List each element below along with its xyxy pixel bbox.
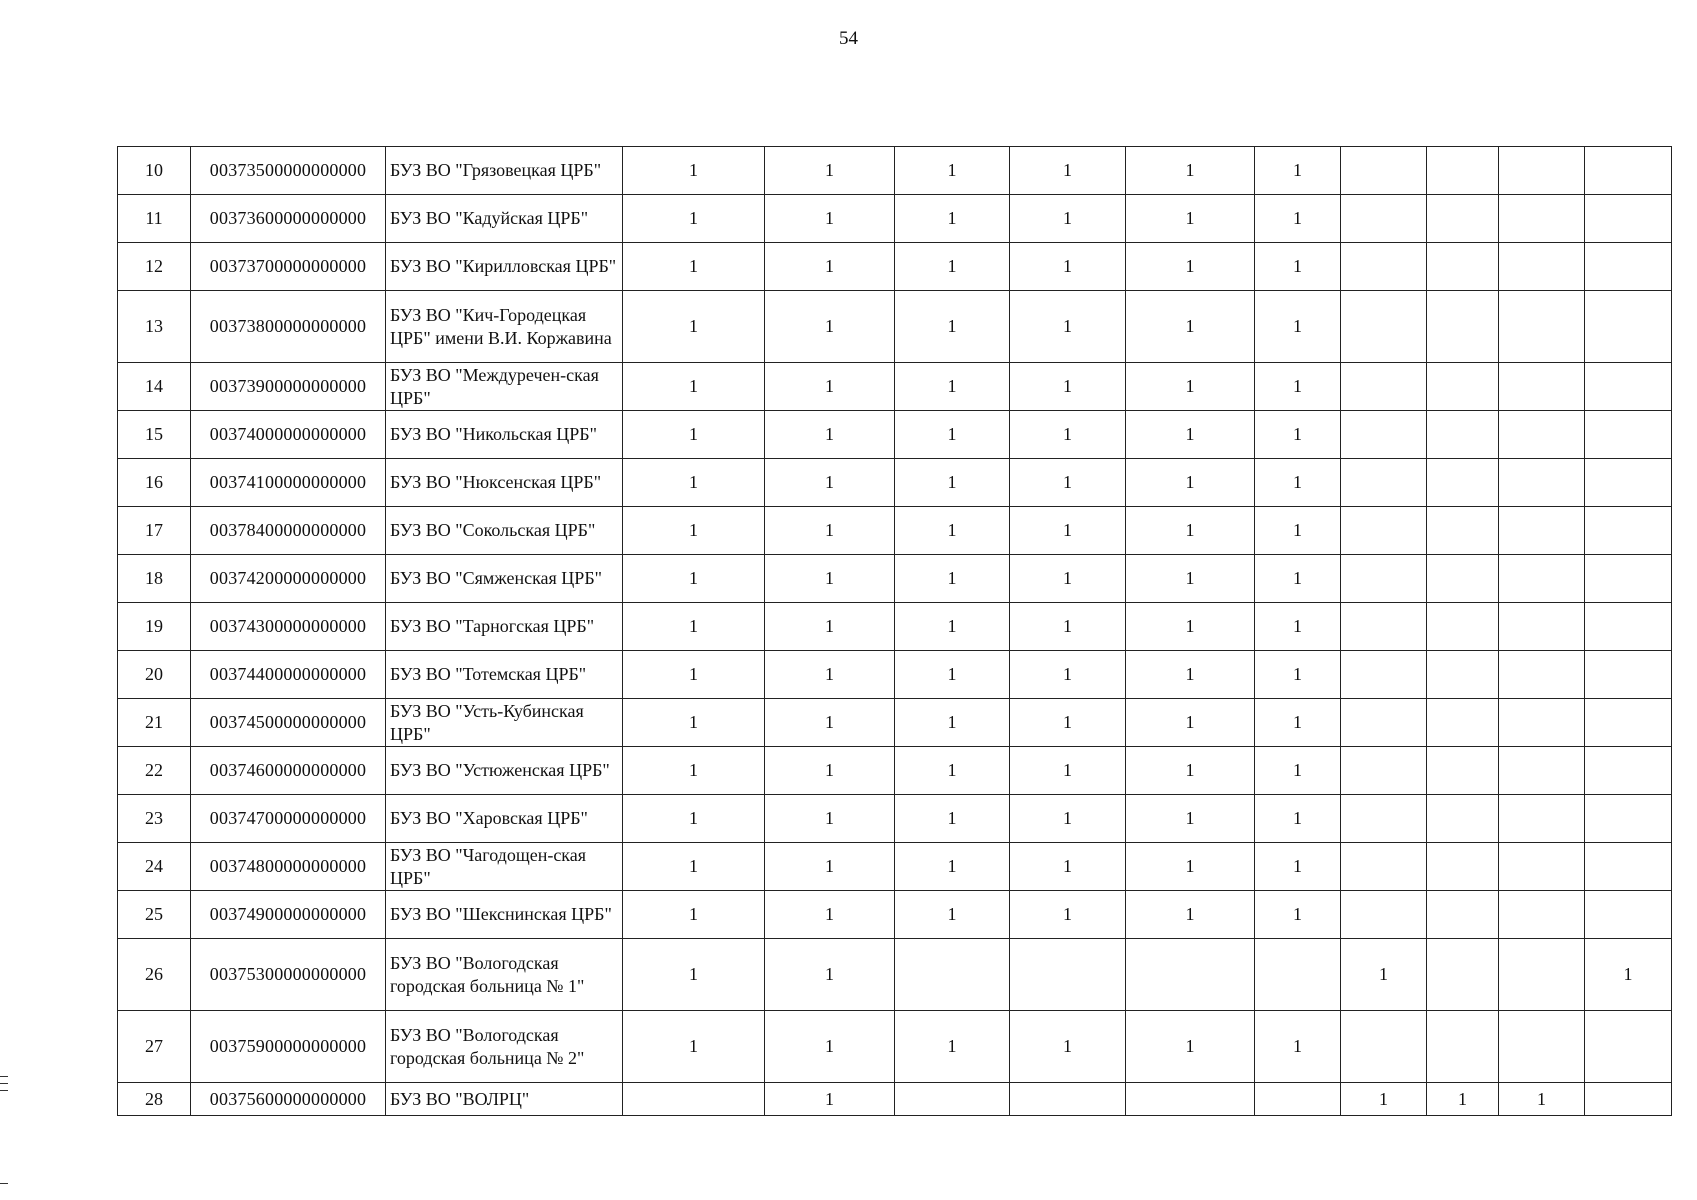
institution-code: 00374400000000000	[191, 651, 386, 699]
value-cell	[895, 1083, 1010, 1116]
institution-name: БУЗ ВО "Шекснинская ЦРБ"	[386, 891, 623, 939]
value-cell: 1	[1126, 891, 1255, 939]
value-cell: 1	[765, 147, 895, 195]
value-cell: 1	[1126, 243, 1255, 291]
value-cell: 1	[895, 699, 1010, 747]
table-row	[118, 195, 1672, 243]
value-cell: 1	[1255, 747, 1341, 795]
institution-code: 00375300000000000	[191, 939, 386, 1011]
row-number: 12	[118, 243, 191, 291]
value-cell	[1499, 411, 1585, 459]
table-row	[118, 507, 1672, 555]
row-number: 27	[118, 1011, 191, 1083]
value-cell	[1341, 411, 1427, 459]
table-body	[118, 147, 1672, 1116]
row-number: 19	[118, 603, 191, 651]
value-cell: 1	[623, 291, 765, 363]
institution-code: 00374100000000000	[191, 459, 386, 507]
value-cell: 1	[623, 555, 765, 603]
value-cell: 1	[765, 507, 895, 555]
row-number: 18	[118, 555, 191, 603]
table-row	[118, 291, 1672, 363]
row-number: 22	[118, 747, 191, 795]
value-cell	[1341, 651, 1427, 699]
value-cell: 1	[1010, 747, 1126, 795]
value-cell: 1	[895, 195, 1010, 243]
value-cell	[1585, 699, 1672, 747]
value-cell: 1	[895, 1011, 1010, 1083]
institution-name: БУЗ ВО "Чагодощен-ская ЦРБ"	[386, 843, 623, 891]
value-cell	[1499, 459, 1585, 507]
institution-name: БУЗ ВО "Вологодская городская больница № 1"	[386, 939, 623, 1011]
value-cell: 1	[1010, 651, 1126, 699]
value-cell	[1341, 147, 1427, 195]
value-cell: 1	[623, 243, 765, 291]
value-cell	[1427, 795, 1499, 843]
value-cell: 1	[1255, 195, 1341, 243]
value-cell	[1341, 195, 1427, 243]
institution-name: БУЗ ВО "Устюженская ЦРБ"	[386, 747, 623, 795]
institution-name: БУЗ ВО "Вологодская городская больница № 2"	[386, 1011, 623, 1083]
institution-name: БУЗ ВО "Кирилловская ЦРБ"	[386, 243, 623, 291]
table-row	[118, 1083, 1672, 1116]
value-cell	[1499, 195, 1585, 243]
institution-code: 00374200000000000	[191, 555, 386, 603]
value-cell	[1585, 411, 1672, 459]
value-cell: 1	[765, 603, 895, 651]
value-cell: 1	[623, 939, 765, 1011]
institution-code: 00374000000000000	[191, 411, 386, 459]
value-cell: 1	[1255, 795, 1341, 843]
institution-name: БУЗ ВО "Тарногская ЦРБ"	[386, 603, 623, 651]
value-cell: 1	[623, 603, 765, 651]
row-number: 13	[118, 291, 191, 363]
row-number: 25	[118, 891, 191, 939]
value-cell: 1	[1126, 195, 1255, 243]
value-cell: 1	[1126, 411, 1255, 459]
value-cell: 1	[623, 891, 765, 939]
value-cell	[1427, 243, 1499, 291]
value-cell: 1	[1255, 411, 1341, 459]
value-cell	[1427, 507, 1499, 555]
value-cell: 1	[623, 363, 765, 411]
value-cell	[1499, 843, 1585, 891]
value-cell: 1	[623, 1011, 765, 1083]
value-cell	[1585, 243, 1672, 291]
value-cell: 1	[1126, 507, 1255, 555]
value-cell: 1	[895, 651, 1010, 699]
value-cell: 1	[1126, 795, 1255, 843]
table-row	[118, 699, 1672, 747]
value-cell: 1	[1010, 603, 1126, 651]
value-cell	[1585, 891, 1672, 939]
value-cell: 1	[765, 1083, 895, 1116]
value-cell	[1427, 195, 1499, 243]
institution-code: 00374500000000000	[191, 699, 386, 747]
edge-mark	[0, 1183, 8, 1184]
table-row	[118, 243, 1672, 291]
value-cell	[1427, 147, 1499, 195]
value-cell: 1	[1010, 843, 1126, 891]
institution-code: 00373800000000000	[191, 291, 386, 363]
institution-code: 00374800000000000	[191, 843, 386, 891]
value-cell: 1	[1499, 1083, 1585, 1116]
value-cell: 1	[1010, 699, 1126, 747]
row-number: 28	[118, 1083, 191, 1116]
value-cell	[1585, 1011, 1672, 1083]
value-cell	[1341, 795, 1427, 843]
value-cell	[1499, 699, 1585, 747]
institution-code: 00374600000000000	[191, 747, 386, 795]
value-cell: 1	[1010, 411, 1126, 459]
value-cell: 1	[1010, 195, 1126, 243]
value-cell	[1255, 939, 1341, 1011]
value-cell: 1	[1585, 939, 1672, 1011]
value-cell: 1	[765, 459, 895, 507]
institution-name: БУЗ ВО "Харовская ЦРБ"	[386, 795, 623, 843]
value-cell	[1427, 459, 1499, 507]
row-number: 16	[118, 459, 191, 507]
value-cell	[1499, 747, 1585, 795]
row-number: 26	[118, 939, 191, 1011]
institution-name: БУЗ ВО "Сокольская ЦРБ"	[386, 507, 623, 555]
value-cell: 1	[1010, 507, 1126, 555]
value-cell: 1	[623, 651, 765, 699]
institution-code: 00373900000000000	[191, 363, 386, 411]
institution-name: БУЗ ВО "Тотемская ЦРБ"	[386, 651, 623, 699]
value-cell: 1	[1255, 507, 1341, 555]
value-cell: 1	[765, 363, 895, 411]
page-number: 54	[839, 28, 858, 49]
value-cell: 1	[765, 843, 895, 891]
value-cell	[623, 1083, 765, 1116]
institution-name: БУЗ ВО "Сямженская ЦРБ"	[386, 555, 623, 603]
value-cell: 1	[1255, 555, 1341, 603]
value-cell: 1	[765, 1011, 895, 1083]
value-cell	[1010, 1083, 1126, 1116]
institution-name: БУЗ ВО "Кадуйская ЦРБ"	[386, 195, 623, 243]
value-cell	[1427, 747, 1499, 795]
value-cell: 1	[1126, 651, 1255, 699]
value-cell: 1	[895, 507, 1010, 555]
value-cell: 1	[1126, 747, 1255, 795]
value-cell	[1427, 603, 1499, 651]
institution-code: 00373600000000000	[191, 195, 386, 243]
institution-name: БУЗ ВО "Грязовецкая ЦРБ"	[386, 147, 623, 195]
institution-name: БУЗ ВО "Усть-Кубинская ЦРБ"	[386, 699, 623, 747]
value-cell	[1499, 1011, 1585, 1083]
value-cell: 1	[765, 555, 895, 603]
value-cell: 1	[765, 939, 895, 1011]
value-cell	[1341, 699, 1427, 747]
value-cell	[1427, 291, 1499, 363]
table-row	[118, 1011, 1672, 1083]
value-cell: 1	[1341, 939, 1427, 1011]
value-cell: 1	[623, 195, 765, 243]
value-cell: 1	[1126, 147, 1255, 195]
value-cell	[1427, 843, 1499, 891]
institution-code: 00378400000000000	[191, 507, 386, 555]
table-row	[118, 843, 1672, 891]
table-row	[118, 555, 1672, 603]
value-cell	[1341, 1011, 1427, 1083]
value-cell: 1	[765, 651, 895, 699]
value-cell: 1	[895, 363, 1010, 411]
value-cell: 1	[1255, 843, 1341, 891]
value-cell: 1	[1427, 1083, 1499, 1116]
value-cell	[1427, 555, 1499, 603]
value-cell	[1585, 363, 1672, 411]
value-cell	[1585, 459, 1672, 507]
value-cell: 1	[895, 891, 1010, 939]
value-cell	[1341, 555, 1427, 603]
value-cell	[1585, 555, 1672, 603]
value-cell	[1341, 843, 1427, 891]
value-cell	[1585, 1083, 1672, 1116]
institution-code: 00374700000000000	[191, 795, 386, 843]
value-cell	[1585, 795, 1672, 843]
value-cell: 1	[1255, 459, 1341, 507]
value-cell: 1	[895, 147, 1010, 195]
value-cell: 1	[765, 795, 895, 843]
value-cell: 1	[623, 843, 765, 891]
value-cell: 1	[1255, 1011, 1341, 1083]
institution-code: 00374300000000000	[191, 603, 386, 651]
value-cell: 1	[1126, 843, 1255, 891]
value-cell: 1	[895, 411, 1010, 459]
institution-name: БУЗ ВО "Нюксенская ЦРБ"	[386, 459, 623, 507]
value-cell: 1	[1010, 555, 1126, 603]
table-row	[118, 939, 1672, 1011]
institution-name: БУЗ ВО "Кич-Городецкая ЦРБ" имени В.И. Коржавина	[386, 291, 623, 363]
edge-mark	[0, 1090, 8, 1091]
row-number: 10	[118, 147, 191, 195]
value-cell: 1	[623, 459, 765, 507]
table-row	[118, 891, 1672, 939]
value-cell: 1	[1010, 147, 1126, 195]
table-row	[118, 459, 1672, 507]
value-cell	[1341, 459, 1427, 507]
institution-code: 00373500000000000	[191, 147, 386, 195]
value-cell: 1	[1126, 603, 1255, 651]
table-row	[118, 795, 1672, 843]
institution-name: БУЗ ВО "Междуречен-ская ЦРБ"	[386, 363, 623, 411]
value-cell: 1	[895, 795, 1010, 843]
value-cell: 1	[1126, 363, 1255, 411]
value-cell	[1585, 195, 1672, 243]
row-number: 11	[118, 195, 191, 243]
value-cell	[1499, 243, 1585, 291]
value-cell	[1499, 507, 1585, 555]
value-cell	[1499, 147, 1585, 195]
value-cell: 1	[1010, 891, 1126, 939]
value-cell	[1585, 603, 1672, 651]
value-cell	[1499, 651, 1585, 699]
value-cell	[1427, 1011, 1499, 1083]
value-cell: 1	[895, 459, 1010, 507]
value-cell	[1585, 507, 1672, 555]
value-cell: 1	[623, 747, 765, 795]
value-cell: 1	[765, 195, 895, 243]
value-cell: 1	[895, 747, 1010, 795]
table-row	[118, 603, 1672, 651]
table-row	[118, 651, 1672, 699]
value-cell	[1427, 891, 1499, 939]
value-cell: 1	[765, 243, 895, 291]
value-cell: 1	[895, 603, 1010, 651]
value-cell: 1	[895, 843, 1010, 891]
value-cell	[1010, 939, 1126, 1011]
value-cell	[1255, 1083, 1341, 1116]
value-cell: 1	[1341, 1083, 1427, 1116]
value-cell	[1499, 603, 1585, 651]
value-cell	[1341, 747, 1427, 795]
value-cell: 1	[1010, 459, 1126, 507]
value-cell: 1	[623, 795, 765, 843]
value-cell	[1427, 411, 1499, 459]
value-cell	[1341, 243, 1427, 291]
value-cell	[1341, 291, 1427, 363]
value-cell	[1427, 699, 1499, 747]
row-number: 15	[118, 411, 191, 459]
institution-code: 00375900000000000	[191, 1011, 386, 1083]
value-cell	[1585, 147, 1672, 195]
value-cell: 1	[1255, 147, 1341, 195]
value-cell: 1	[1255, 603, 1341, 651]
value-cell	[1341, 363, 1427, 411]
value-cell: 1	[1255, 243, 1341, 291]
value-cell	[1126, 939, 1255, 1011]
value-cell: 1	[1010, 795, 1126, 843]
value-cell	[1585, 747, 1672, 795]
value-cell: 1	[895, 243, 1010, 291]
row-number: 20	[118, 651, 191, 699]
value-cell	[1585, 843, 1672, 891]
value-cell	[1499, 363, 1585, 411]
value-cell: 1	[1010, 363, 1126, 411]
value-cell: 1	[765, 411, 895, 459]
value-cell	[1126, 1083, 1255, 1116]
table-row	[118, 363, 1672, 411]
value-cell: 1	[1126, 555, 1255, 603]
value-cell	[1585, 651, 1672, 699]
data-table	[117, 146, 1672, 1116]
value-cell: 1	[765, 291, 895, 363]
value-cell	[1499, 891, 1585, 939]
value-cell: 1	[1126, 699, 1255, 747]
value-cell: 1	[1255, 699, 1341, 747]
edge-mark	[0, 1083, 8, 1084]
row-number: 23	[118, 795, 191, 843]
value-cell: 1	[623, 411, 765, 459]
value-cell	[1427, 363, 1499, 411]
institution-name: БУЗ ВО "ВОЛРЦ"	[386, 1083, 623, 1116]
row-number: 24	[118, 843, 191, 891]
institution-code: 00374900000000000	[191, 891, 386, 939]
row-number: 21	[118, 699, 191, 747]
row-number: 17	[118, 507, 191, 555]
value-cell: 1	[895, 555, 1010, 603]
value-cell: 1	[1126, 459, 1255, 507]
value-cell	[1585, 291, 1672, 363]
value-cell: 1	[623, 507, 765, 555]
value-cell	[895, 939, 1010, 1011]
value-cell	[1341, 603, 1427, 651]
table-row	[118, 411, 1672, 459]
value-cell	[1427, 939, 1499, 1011]
value-cell: 1	[623, 699, 765, 747]
value-cell	[1341, 891, 1427, 939]
value-cell	[1499, 795, 1585, 843]
value-cell: 1	[623, 147, 765, 195]
value-cell: 1	[1255, 363, 1341, 411]
value-cell: 1	[1010, 1011, 1126, 1083]
table-row	[118, 747, 1672, 795]
value-cell	[1499, 939, 1585, 1011]
value-cell: 1	[1255, 651, 1341, 699]
value-cell: 1	[1126, 1011, 1255, 1083]
value-cell: 1	[1126, 291, 1255, 363]
institution-code: 00373700000000000	[191, 243, 386, 291]
value-cell: 1	[1255, 891, 1341, 939]
value-cell: 1	[1255, 291, 1341, 363]
value-cell: 1	[765, 747, 895, 795]
value-cell: 1	[765, 699, 895, 747]
value-cell: 1	[895, 291, 1010, 363]
institution-code: 00375600000000000	[191, 1083, 386, 1116]
edge-mark	[0, 1076, 8, 1077]
value-cell: 1	[765, 891, 895, 939]
row-number: 14	[118, 363, 191, 411]
value-cell	[1427, 651, 1499, 699]
value-cell	[1499, 291, 1585, 363]
value-cell	[1499, 555, 1585, 603]
table-row	[118, 147, 1672, 195]
value-cell: 1	[1010, 243, 1126, 291]
value-cell	[1341, 507, 1427, 555]
institution-name: БУЗ ВО "Никольская ЦРБ"	[386, 411, 623, 459]
value-cell: 1	[1010, 291, 1126, 363]
